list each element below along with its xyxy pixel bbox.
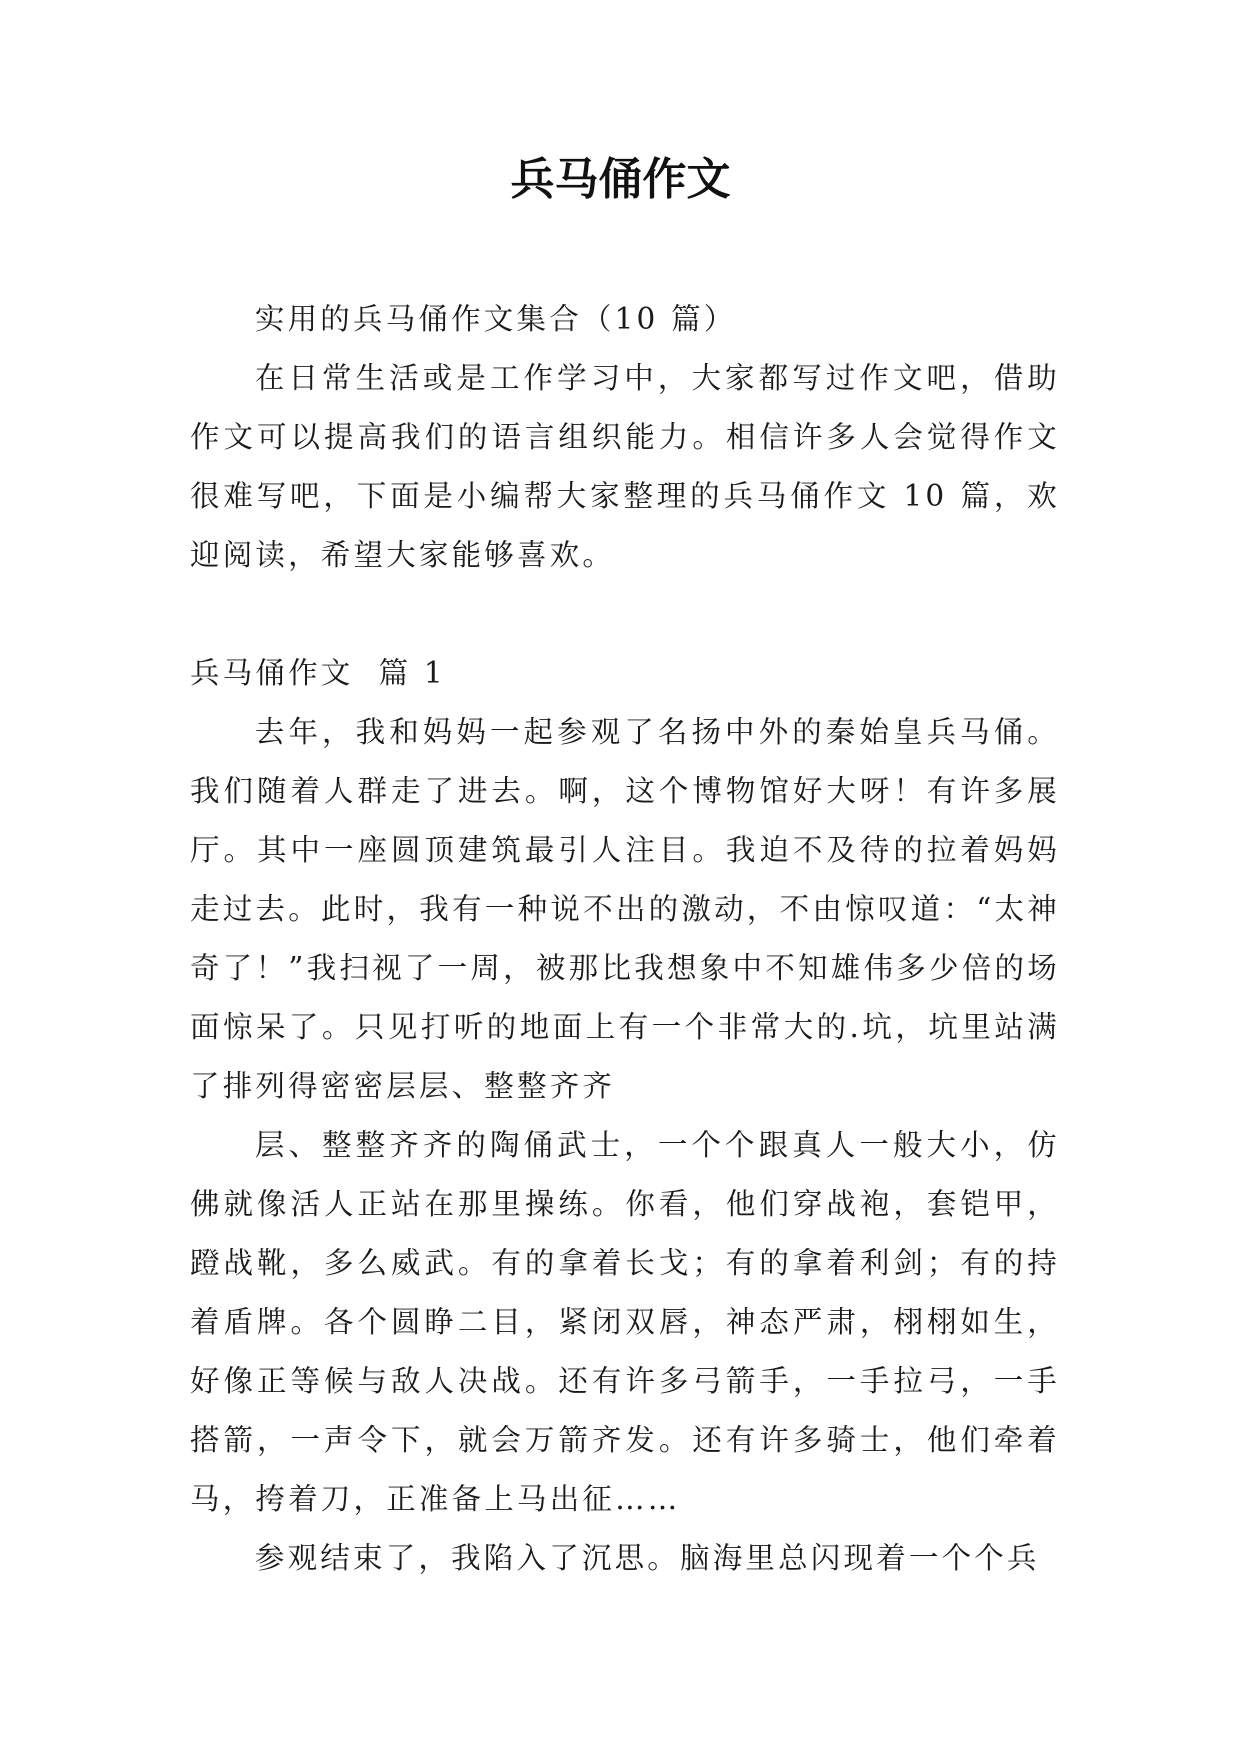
intro-paragraph: 在日常生活或是工作学习中，大家都写过作文吧，借助作文可以提高我们的语言组织能力。相信许多人会觉得作文很难写吧，下面是小编帮大家整理的兵马俑作文 10 篇，欢迎阅读，希望大家能够喜欢。 bbox=[190, 361, 1060, 572]
body-paragraph: 层、整整齐齐的陶俑武士，一个个跟真人一般大小，仿佛就像活人正站在那里操练。你看，他们穿战袍，套铠甲，蹬战靴，多么威武。有的拿着长戈；有的拿着利剑；有的持着盾牌。各个圆睁二目，紧闭双唇，神态严肃，栩栩如生，好像正等候与敌人决战。还有许多弓箭手，一手拉弓，一手搭箭，一声令下，就会万箭齐发。还有许多骑士，他们牵着马，挎着刀，正准备上马出征…… bbox=[190, 1128, 1060, 1516]
body-paragraph: 参观结束了，我陷入了沉思。脑海里总闪现着一个个兵 bbox=[254, 1541, 1040, 1575]
collection-subtitle: 实用的兵马俑作文集合（10 篇） bbox=[254, 302, 737, 336]
section-heading: 兵马俑作文 篇 1 bbox=[190, 656, 446, 690]
document-title: 兵马俑作文 bbox=[510, 154, 731, 205]
body-paragraph: 去年，我和妈妈一起参观了名扬中外的秦始皇兵马俑。我们随着人群走了进去。啊，这个博物馆好大呀！有许多展厅。其中一座圆顶建筑最引人注目。我迫不及待的拉着妈妈走过去。此时，我有一种说不出的激动，不由惊叹道：“太神奇了！”我扫视了一周，被那比我想象中不知雄伟多少倍的场面惊呆了。只见打听的地面上有一个非常大的.坑，坑里站满了排列得密密层层、整整齐齐 bbox=[190, 715, 1060, 1103]
document-body bbox=[190, 290, 1060, 1588]
